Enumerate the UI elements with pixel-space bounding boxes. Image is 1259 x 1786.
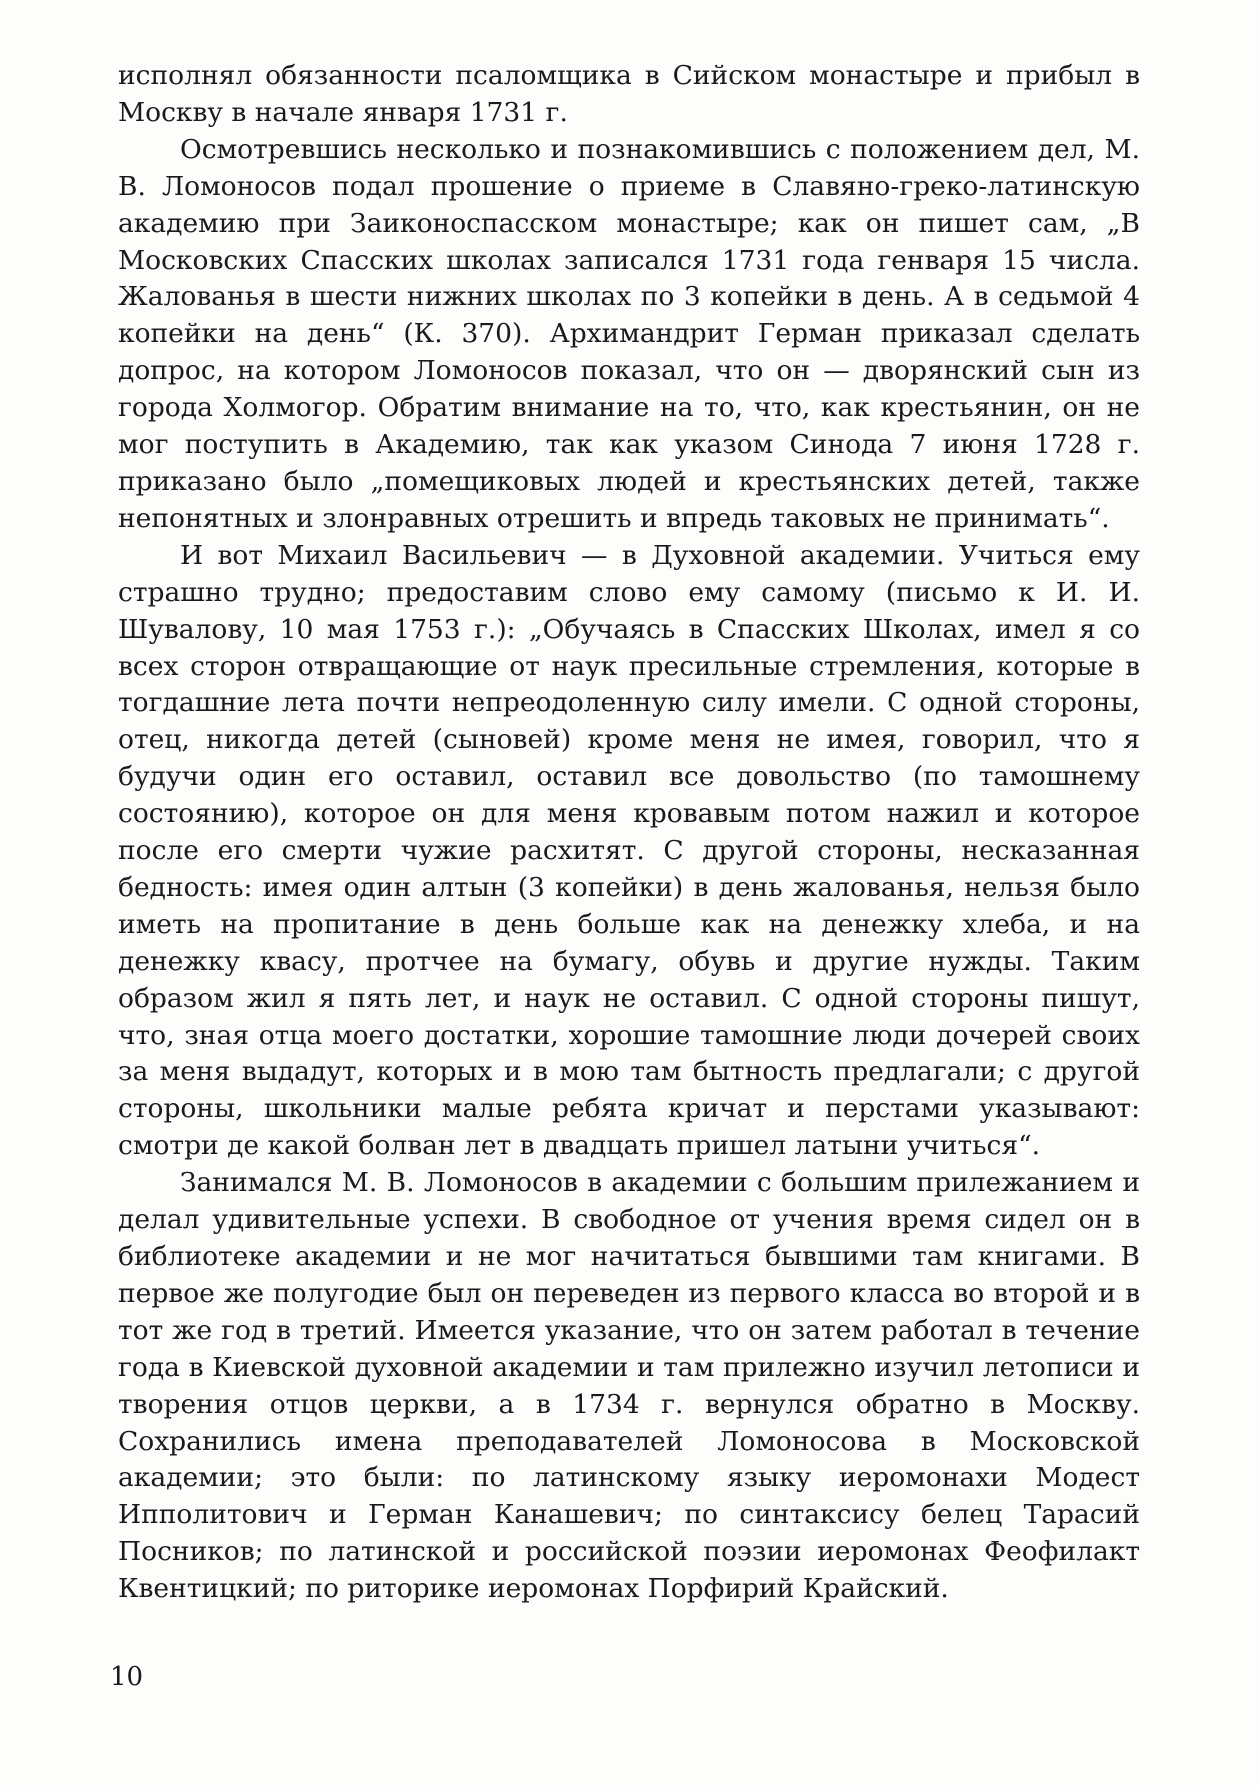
paragraph-admission: Осмотревшись несколько и познакомившись с положением дел, М. В. Ломоносов подал прошение о приеме в Славяно-греко-латинскую академию при Заиконоспасском монастыре; как он пишет сам, „В Московских Спасских школах записался 1731 года генваря 15 числа. Жалованья в шести нижних школах по 3 копейки в день. А в седьмой 4 копейки на день“ (К. 370). Архимандрит Герман приказал сделать допрос, на котором Ломоносов показал, что он — дворянский сын из города Холмогор. Обратим внимание на то, что, как крестьянин, он не мог поступить в Академию, так как указом Синода 7 июня 1728 г. приказано было „помещиковых людей и крестьянских детей, также непонятных и злонравных отрешить и впредь таковых не принимать“. — [118, 133, 1140, 534]
paragraph-letter-quote: И вот Михаил Васильевич — в Духовной академии. Учиться ему страшно трудно; предоставим слово ему самому (письмо к И. И. Шувалову, 10 мая 1753 г.): „Обучаясь в Спасских Школах, имел я со всех сторон отвращающие от наук пресильные стремления, которые в тогдашние лета почти непреодоленную силу имели. С одной стороны, отец, никогда детей (сыновей) кроме меня не имея, говорил, что я будучи один его оставил, оставил все довольство (по тамошнему состоянию), которое он для меня кровавым потом нажил и которое после его смерти чужие расхитят. С другой стороны, несказанная бедность: имея один алтын (3 копейки) в день жалованья, нельзя было иметь на пропитание в день больше как на денежку хлеба, и на денежку квасу, протчее на бумагу, обувь и другие нужды. Таким образом жил я пять лет, и наук не оставил. С одной стороны пишут, что, зная отца моего достатки, хорошие тамошние люди дочерей своих за меня выдадут, которых и в мою там бытность предлагали; с другой стороны, школьники малые ребята кричат и перстами указывают: смотри де какой болван лет в двадцать пришел латыни учиться“. — [118, 539, 1140, 1162]
body-text — [118, 58, 1140, 1608]
paragraph-continuation: исполнял обязанности псаломщика в Сийском монастыре и прибыл в Москву в начале января 1731 г. — [118, 60, 1140, 128]
page-number: 10 — [110, 1662, 144, 1692]
paragraph-studies: Занимался М. В. Ломоносов в академии с большим прилежанием и делал удивительные успехи. В свободное от учения время сидел он в библиотеке академии и не мог начитаться бывшими там книгами. В первое же полугодие был он переведен из первого класса во второй и в тот же год в третий. Имеется указание, что он затем работал в течение года в Киевской духовной академии и там прилежно изучил летописи и творения отцов церкви, а в 1734 г. вернулся обратно в Москву. Сохранились имена преподавателей Ломоносова в Московской академии; это были: по латинскому языку иеромонахи Модест Ипполитович и Герман Канашевич; по синтаксису белец Тарасий Посников; по латинской и российской поэзии иеромонах Феофилакт Квентицкий; по риторике иеромонах Порфирий Крайский. — [118, 1167, 1140, 1605]
